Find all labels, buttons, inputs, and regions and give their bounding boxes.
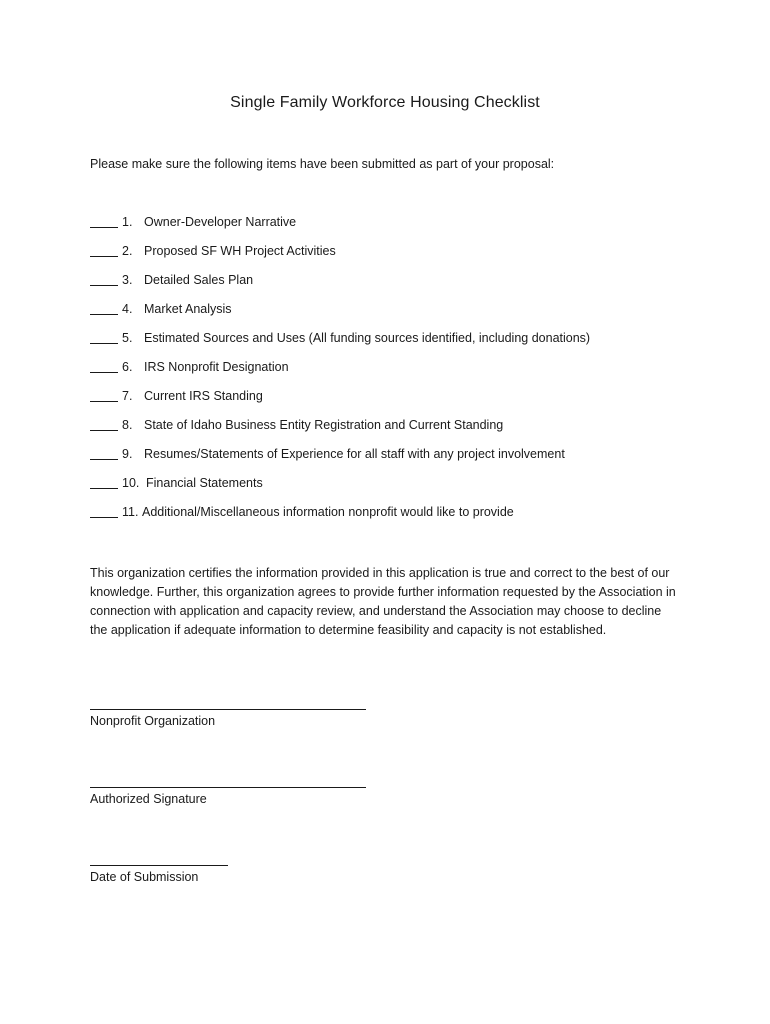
checkbox-blank[interactable]: [90, 360, 118, 373]
checkbox-blank[interactable]: [90, 476, 118, 489]
checklist-item: [90, 215, 590, 244]
item-text: Proposed SF WH Project Activities: [144, 244, 336, 258]
item-number: 9.: [122, 447, 133, 461]
checklist-item: [90, 360, 590, 389]
checkbox-blank[interactable]: [90, 447, 118, 460]
checkbox-blank[interactable]: [90, 273, 118, 286]
checklist-item: [90, 505, 590, 534]
checkbox-blank[interactable]: [90, 505, 118, 518]
item-number: 8.: [122, 418, 133, 432]
checklist-item: [90, 476, 590, 505]
item-text: Owner-Developer Narrative: [144, 215, 297, 229]
intro-text: Please make sure the following items have been submitted as part of your proposal:: [90, 157, 555, 171]
item-text: Market Analysis: [144, 302, 232, 316]
item-number: 4.: [122, 302, 133, 316]
checklist-item: [90, 418, 590, 447]
document-title: Single Family Workforce Housing Checklist: [230, 94, 540, 111]
checklist-item: [90, 273, 590, 302]
item-number: 10.: [122, 476, 140, 490]
checklist: [90, 215, 590, 534]
checklist-item: [90, 331, 590, 360]
item-text: Financial Statements: [146, 476, 263, 490]
checkbox-blank[interactable]: [90, 244, 118, 257]
organization-line[interactable]: [90, 699, 366, 710]
date-submission-block: [90, 855, 228, 884]
item-number: 11.: [122, 505, 139, 519]
item-number: 2.: [122, 244, 133, 258]
checkbox-blank[interactable]: [90, 302, 118, 315]
date-label: Date of Submission: [90, 870, 199, 884]
checkbox-blank[interactable]: [90, 331, 118, 344]
checkbox-blank[interactable]: [90, 418, 118, 431]
date-line[interactable]: [90, 855, 228, 866]
checklist-item: [90, 447, 590, 476]
item-number: 3.: [122, 273, 133, 287]
checklist-item: [90, 244, 590, 273]
certification-paragraph: This organization certifies the information provided in this application is true and correct to the best of our knowledge. Further, this organization agrees to provide further information requested by the Association in connection with application and capacity review, and understand the Association may choose to decline the application if adequate information to determine feasibility and capacity is not established.: [90, 566, 676, 637]
item-number: 5.: [122, 331, 133, 345]
item-text: Detailed Sales Plan: [144, 273, 254, 287]
checkbox-blank[interactable]: [90, 389, 118, 402]
signature-label: Authorized Signature: [90, 792, 207, 806]
checklist-item: [90, 302, 590, 331]
item-text: State of Idaho Business Entity Registration and Current Standing: [144, 418, 504, 432]
item-text: Current IRS Standing: [144, 389, 263, 403]
organization-signature-block: [90, 699, 366, 728]
item-text: Estimated Sources and Uses (All funding sources identified, including donations): [144, 331, 591, 345]
authorized-signature-block: [90, 777, 366, 806]
item-number: 1.: [122, 215, 133, 229]
organization-label: Nonprofit Organization: [90, 714, 216, 728]
item-text: IRS Nonprofit Designation: [144, 360, 289, 374]
checkbox-blank[interactable]: [90, 215, 118, 228]
item-number: 6.: [122, 360, 133, 374]
item-text: Additional/Miscellaneous information nonprofit would like to provide: [142, 505, 514, 519]
item-number: 7.: [122, 389, 133, 403]
signature-line[interactable]: [90, 777, 366, 788]
checklist-item: [90, 389, 590, 418]
item-text: Resumes/Statements of Experience for all staff with any project involvement: [144, 447, 565, 461]
